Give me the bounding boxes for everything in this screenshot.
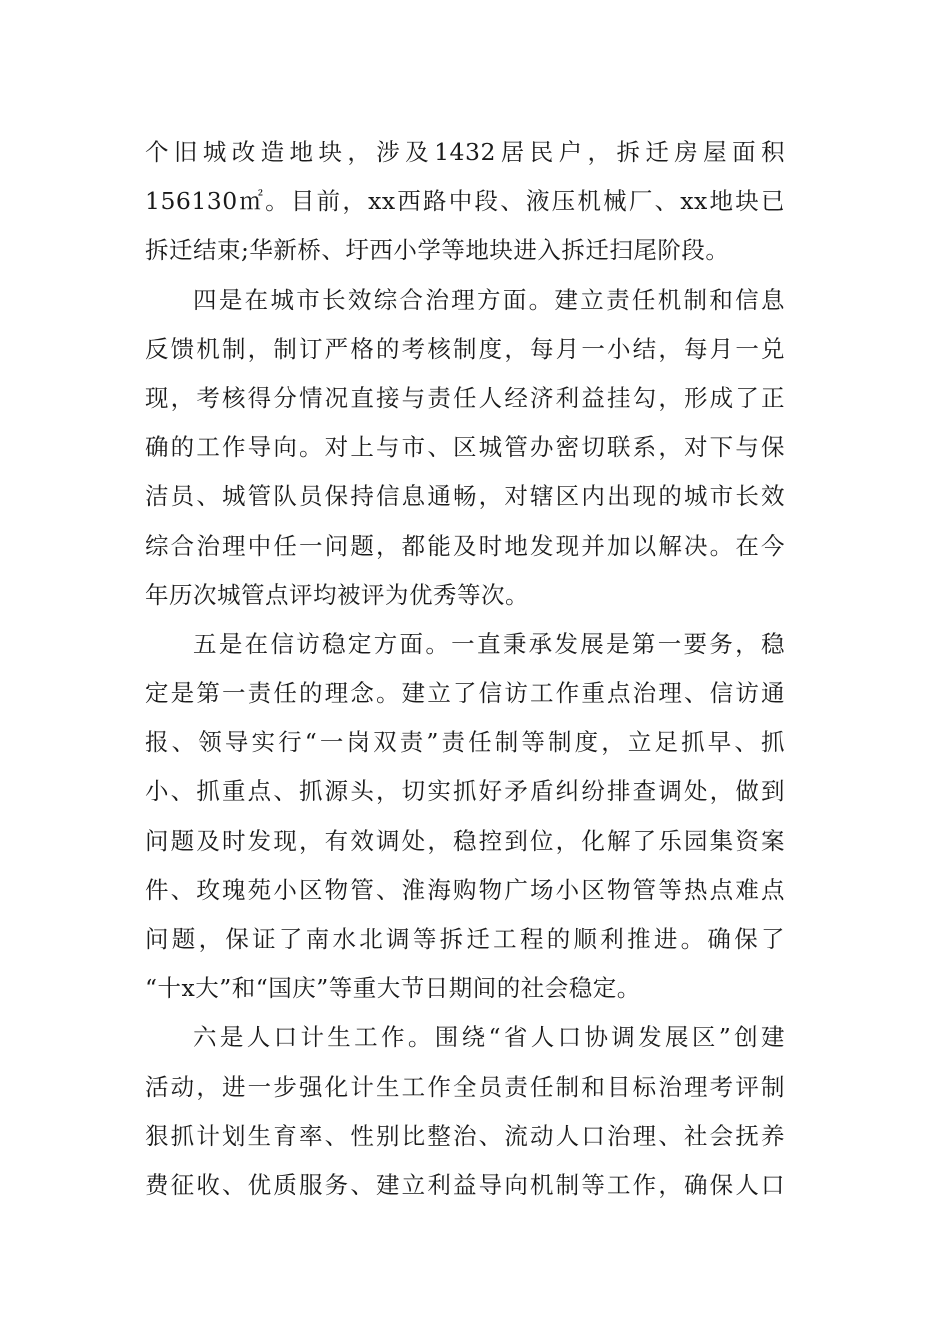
text-line: 费征收、优质服务、建立利益导向机制等工作，确保人口 [145, 1170, 785, 1199]
text-line: 五是在信访稳定方面。一直秉承发展是第一要务，稳 [193, 629, 785, 658]
text-line: 156130㎡。目前，xx西路中段、液压机械厂、xx地块已 [145, 187, 785, 216]
text-line: 综合治理中任一问题，都能及时地发现并加以解决。在今 [145, 531, 785, 560]
text-line: 反馈机制，制订严格的考核制度，每月一小结，每月一兑 [145, 334, 785, 363]
document-body [145, 128, 785, 1210]
text-line: 问题，保证了南水北调等拆迁工程的顺利推进。确保了 [145, 925, 785, 953]
text-line: 定是第一责任的理念。建立了信访工作重点治理、信访通 [145, 679, 785, 708]
text-line: 问题及时发现，有效调处，稳控到位，化解了乐园集资案 [145, 826, 785, 855]
text-line: 活动，进一步强化计生工作全员责任制和目标治理考评制 [145, 1072, 785, 1101]
text-line: 确的工作导向。对上与市、区城管办密切联系，对下与保 [145, 433, 785, 462]
text-line: 现，考核得分情况直接与责任人经济利益挂勾，形成了正 [145, 383, 785, 412]
text-line: 件、玫瑰苑小区物管、淮海购物广场小区物管等热点难点 [145, 875, 785, 904]
text-line: 年历次城管点评均被评为优秀等次。 [145, 580, 529, 609]
text-line: 小、抓重点、抓源头，切实抓好矛盾纠纷排查调处，做到 [145, 777, 785, 806]
text-line: 狠抓计划生育率、性别比整治、流动人口治理、社会抚养 [145, 1121, 785, 1150]
text-line: “十x大”和“国庆”等重大节日期间的社会稳定。 [145, 974, 641, 1003]
text-line: 报、领导实行“一岗双责”责任制等制度，立足抓早、抓 [145, 728, 785, 757]
text-line: 洁员、城管队员保持信息通畅，对辖区内出现的城市长效 [145, 482, 785, 511]
text-line: 个旧城改造地块，涉及1432居民户，拆迁房屋面积 [145, 138, 785, 166]
text-line: 四是在城市长效综合治理方面。建立责任机制和信息 [193, 285, 785, 314]
text-line: 六是人口计生工作。围绕“省人口协调发展区”创建 [193, 1023, 785, 1052]
text-line: 拆迁结束;华新桥、圩西小学等地块进入拆迁扫尾阶段。 [145, 236, 730, 265]
